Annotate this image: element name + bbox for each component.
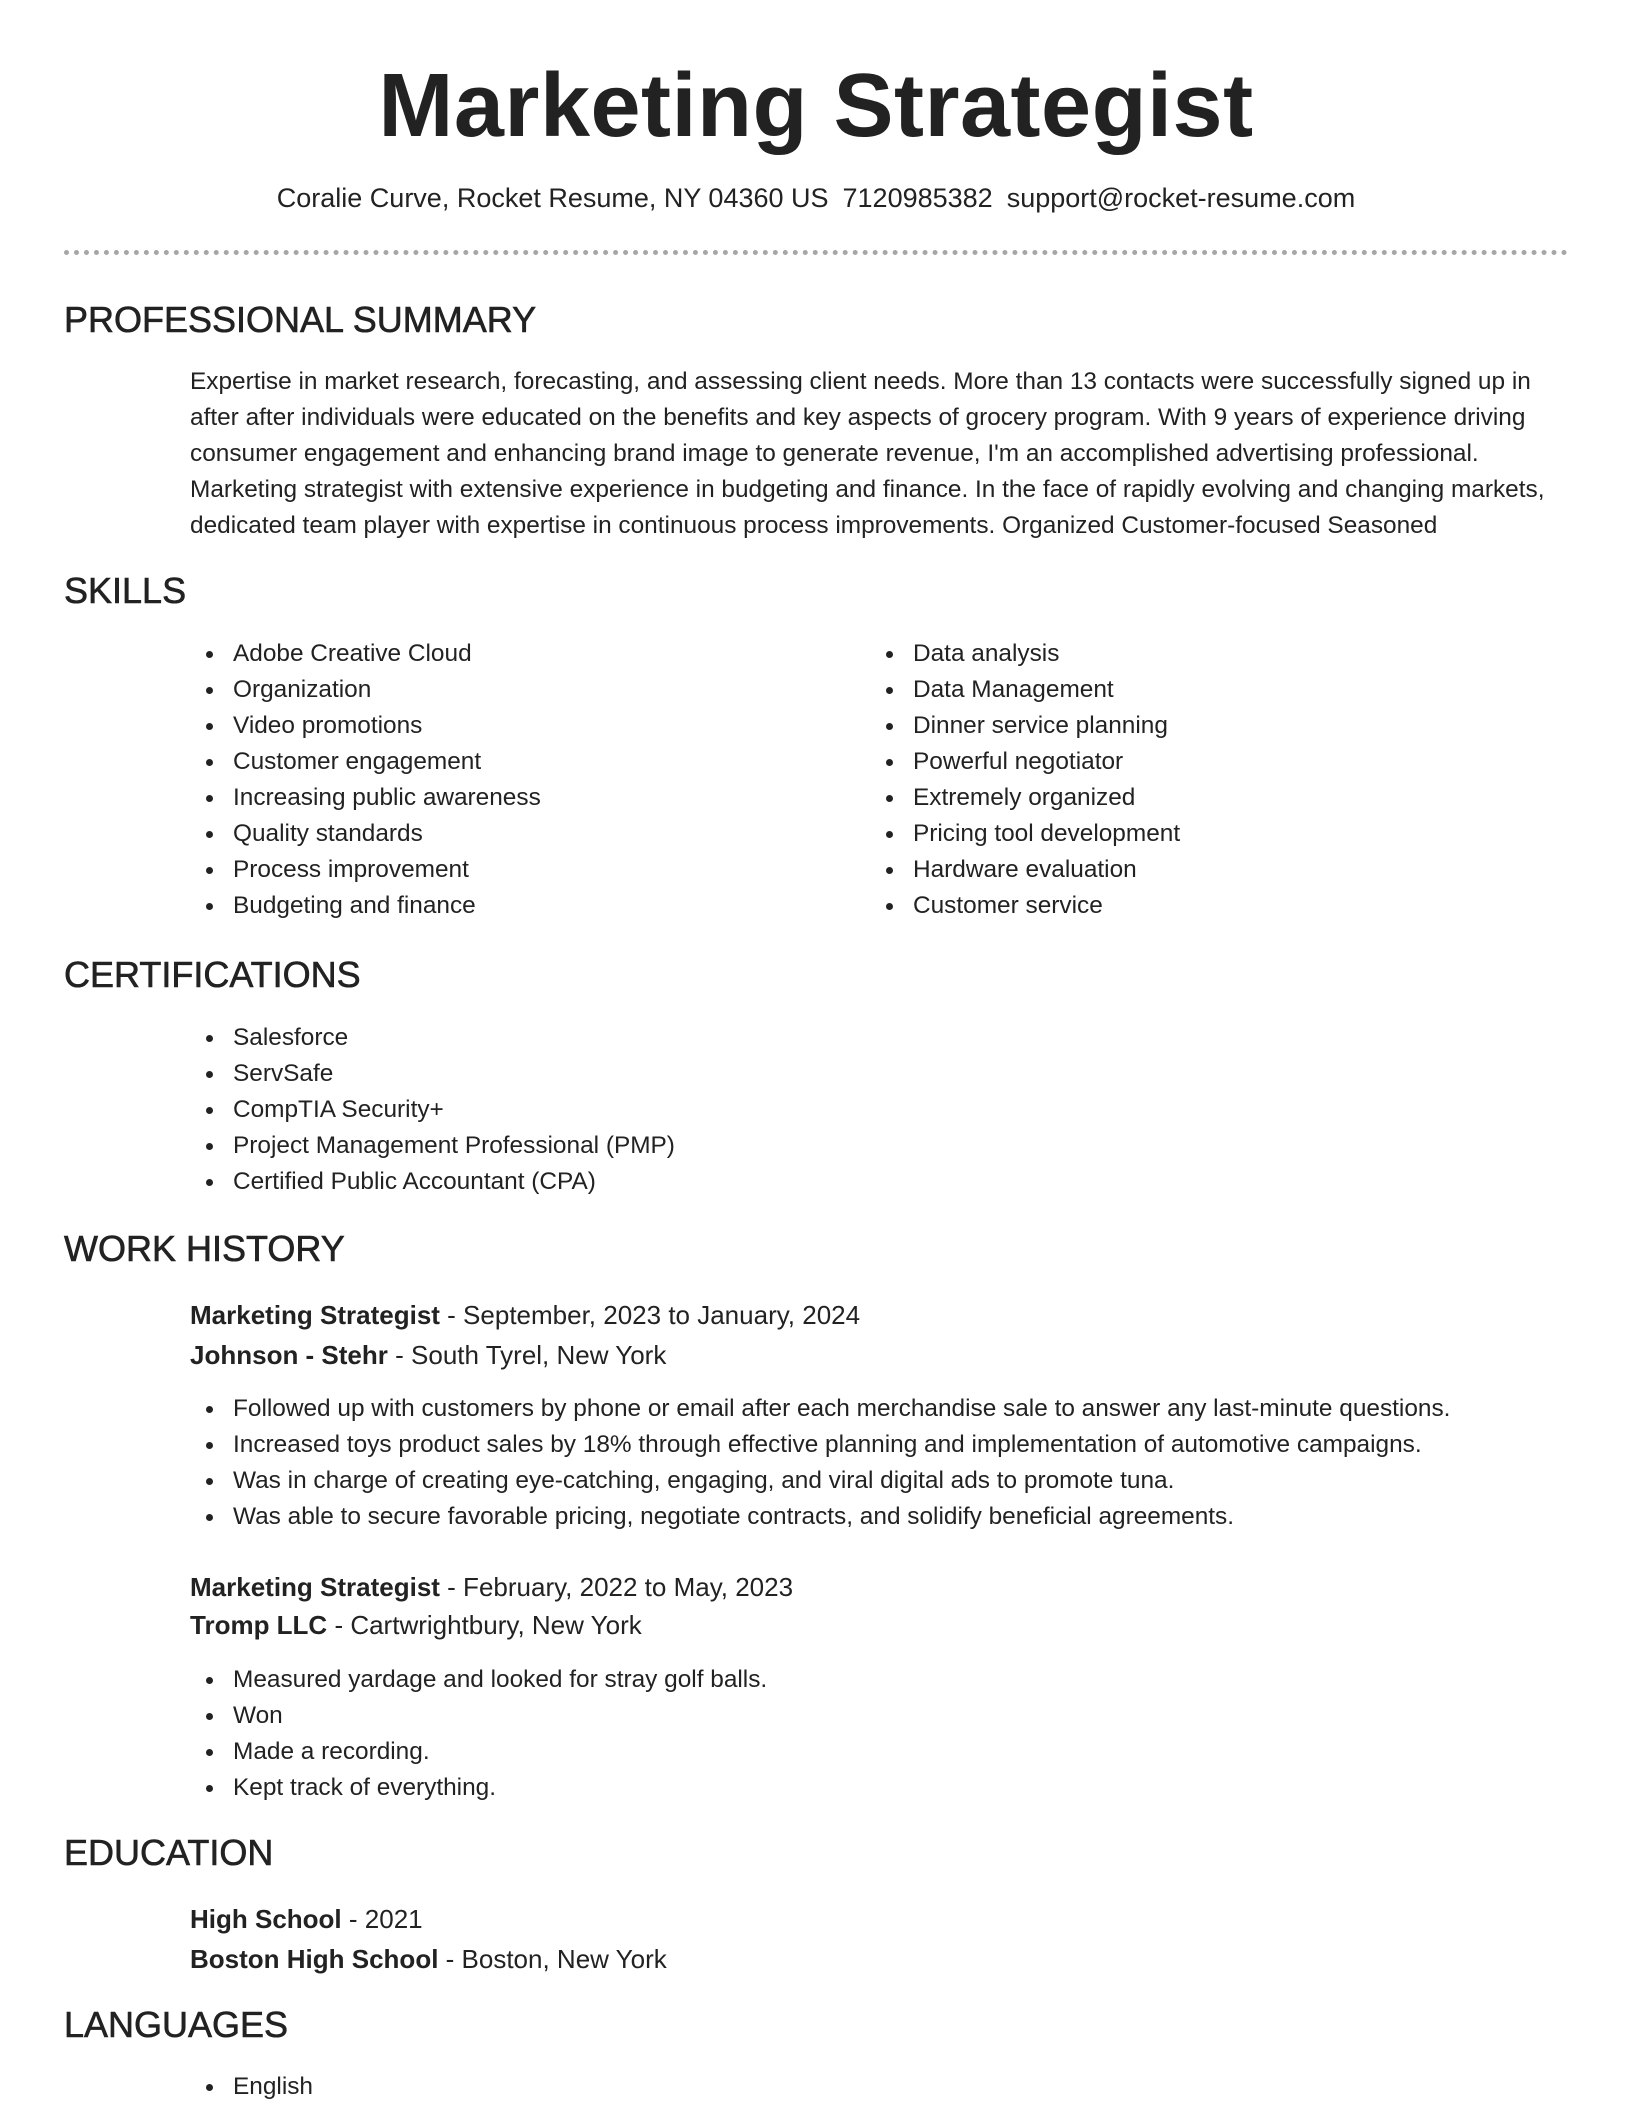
header-divider: [64, 250, 1568, 255]
list-item: CompTIA Security+: [190, 1092, 675, 1128]
list-item: Video promotions: [190, 708, 541, 744]
job-location: - Cartwrightbury, New York: [327, 1610, 642, 1640]
education-school-line: [190, 1941, 667, 1977]
list-item: Project Management Professional (PMP): [190, 1128, 675, 1164]
list-item: Data Management: [870, 672, 1180, 708]
job-dates: - September, 2023 to January, 2024: [439, 1300, 861, 1330]
education-year: - 2021: [341, 1904, 423, 1934]
list-item: Made a recording.: [190, 1734, 767, 1770]
job-bullets: [190, 1391, 1450, 1535]
list-item: Powerful negotiator: [870, 744, 1180, 780]
list-item: Process improvement: [190, 852, 541, 888]
list-item: Was able to secure favorable pricing, negotiate contracts, and solidify beneficial agreements.: [190, 1499, 1450, 1535]
list-item: Data analysis: [870, 636, 1180, 672]
skills-heading: SKILLS: [64, 570, 187, 611]
list-item: Salesforce: [190, 1020, 675, 1056]
summary-text: Expertise in market research, forecasting, and assessing client needs. More than 13 contacts were successfully signed up in after after individuals were educated on the benefits and key aspects of grocery program. With 9 years of experience driving consumer engagement and enhancing brand image to generate revenue, I'm an accomplished advertising professional. Marketing strategist with extensive experience in budgeting and finance. In the face of rapidly evolving and changing markets, dedicated team player with expertise in continuous process improvements. Organized Customer-focused Seasoned: [190, 368, 1545, 539]
list-item: Customer service: [870, 888, 1180, 924]
job-company: Johnson - Stehr: [190, 1340, 388, 1370]
certifications-heading: CERTIFICATIONS: [64, 954, 361, 995]
list-item: Measured yardage and looked for stray golf balls.: [190, 1662, 767, 1698]
skills-list-right: [870, 636, 1180, 924]
list-item: Hardware evaluation: [870, 852, 1180, 888]
list-item: Increased toys product sales by 18% through effective planning and implementation of automotive campaigns.: [190, 1427, 1450, 1463]
job-bullets: [190, 1662, 767, 1806]
summary-heading: PROFESSIONAL SUMMARY: [64, 299, 537, 340]
contact-phone: 7120985382: [842, 183, 993, 213]
resume-title: Marketing Strategist: [378, 56, 1254, 156]
work-history-heading: WORK HISTORY: [64, 1228, 345, 1269]
list-item: Followed up with customers by phone or email after each merchandise sale to answer any last-minute questions.: [190, 1391, 1450, 1427]
contact-line: [0, 180, 1632, 216]
job-dates: - February, 2022 to May, 2023: [439, 1572, 794, 1602]
list-item: Won: [190, 1698, 767, 1734]
list-item: Adobe Creative Cloud: [190, 636, 541, 672]
list-item: ServSafe: [190, 1056, 675, 1092]
job-title-line: [190, 1297, 860, 1333]
languages-list: [190, 2069, 313, 2105]
list-item: Increasing public awareness: [190, 780, 541, 816]
job-title: Marketing Strategist: [190, 1300, 440, 1330]
contact-address: Coralie Curve, Rocket Resume, NY 04360 US: [276, 183, 829, 213]
job-company: Tromp LLC: [190, 1610, 328, 1640]
contact-email[interactable]: support@rocket-resume.com: [1006, 183, 1356, 213]
skills-list-left: [190, 636, 541, 924]
list-item: Pricing tool development: [870, 816, 1180, 852]
languages-heading: LANGUAGES: [64, 2004, 289, 2045]
certifications-list: [190, 1020, 675, 1200]
education-school: Boston High School: [190, 1944, 439, 1974]
list-item: Organization: [190, 672, 541, 708]
list-item: Was in charge of creating eye-catching, engaging, and viral digital ads to promote tuna.: [190, 1463, 1450, 1499]
job-location: - South Tyrel, New York: [387, 1340, 667, 1370]
list-item: Certified Public Accountant (CPA): [190, 1164, 675, 1200]
education-degree: High School: [190, 1904, 342, 1934]
job-company-line: [190, 1607, 642, 1643]
education-location: - Boston, New York: [438, 1944, 667, 1974]
list-item: Dinner service planning: [870, 708, 1180, 744]
list-item: Extremely organized: [870, 780, 1180, 816]
list-item: English: [190, 2069, 313, 2105]
list-item: Budgeting and finance: [190, 888, 541, 924]
education-heading: EDUCATION: [64, 1832, 274, 1873]
education-degree-line: [190, 1901, 423, 1937]
list-item: Kept track of everything.: [190, 1770, 767, 1806]
job-title: Marketing Strategist: [190, 1572, 440, 1602]
job-title-line: [190, 1569, 793, 1605]
job-company-line: [190, 1337, 666, 1373]
list-item: Customer engagement: [190, 744, 541, 780]
list-item: Quality standards: [190, 816, 541, 852]
